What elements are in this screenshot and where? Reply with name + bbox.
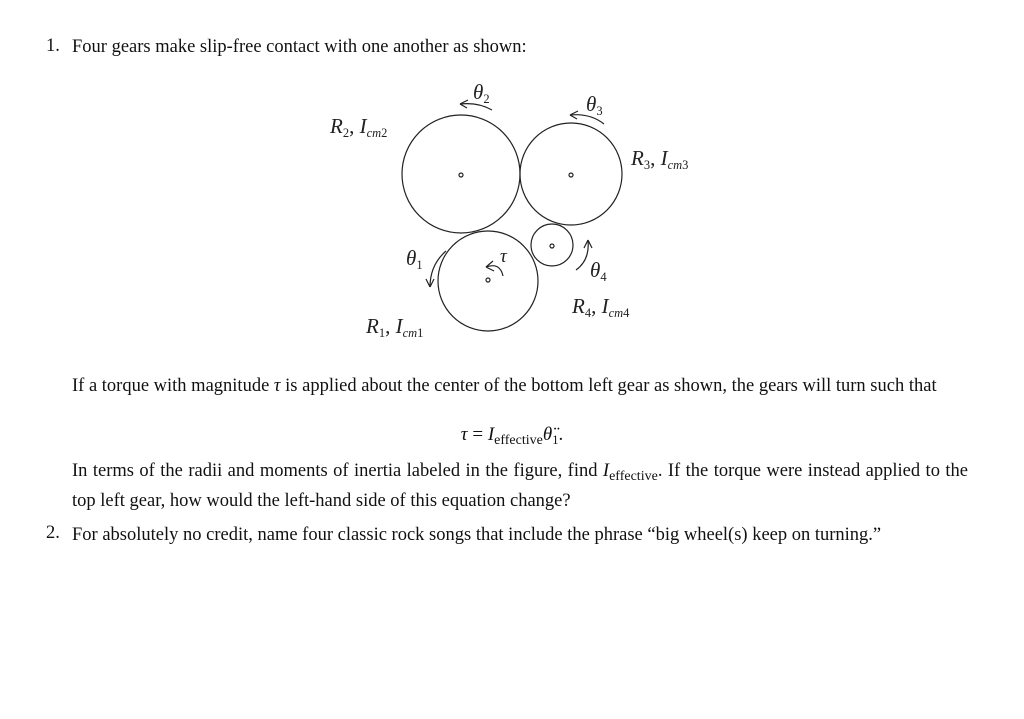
problem-1-number: 1. — [46, 36, 60, 56]
problem-1-paragraph-1: If a torque with magnitude τ is applied about the center of the bottom left gear as shown, the gears will turn such that — [72, 376, 937, 396]
theta-2-label: $\theta_2$ — [473, 80, 490, 106]
theta-1-label: $\theta_1$ — [406, 246, 423, 272]
theta-4-label: $\theta_4$ — [590, 258, 607, 284]
gear-1-center — [486, 278, 490, 282]
gear-2 — [402, 115, 520, 233]
equation-tau: $\tau = I_{effective}\thetä_1$. — [460, 424, 564, 448]
gear-2-center — [459, 173, 463, 177]
gear-1-label: $R_1$, Icm$_1$ — [366, 314, 424, 340]
gear-1 — [438, 231, 538, 331]
gear-3 — [520, 123, 622, 225]
gear-3-label: $R_3$, Icm$_3$ — [631, 146, 689, 172]
problem-1-paragraph-2: In terms of the radii and moments of inertia labeled in the figure, find $I_{effective}$. If the torque were instead applied to the top left gear, how would the left-hand side of this equation change? — [72, 461, 968, 511]
problem-2-number: 2. — [46, 523, 60, 543]
problem-2-text: For absolutely no credit, name four classic rock songs that include the phrase “big wheel(s) keep on turning.” — [72, 525, 882, 545]
theta-1-arrow — [426, 251, 446, 287]
gear-4 — [531, 224, 573, 266]
problem-1-intro: Four gears make slip-free contact with one another as shown: — [72, 37, 527, 57]
gear-2-label: $R_2$, Icm$_2$ — [330, 114, 388, 140]
gear-4-label: $R_4$, Icm$_4$ — [572, 294, 630, 320]
gear-3-center — [569, 173, 573, 177]
gear-4-center — [550, 244, 554, 248]
tau-label: τ — [500, 246, 507, 267]
theta-3-label: $\theta_3$ — [586, 92, 603, 118]
